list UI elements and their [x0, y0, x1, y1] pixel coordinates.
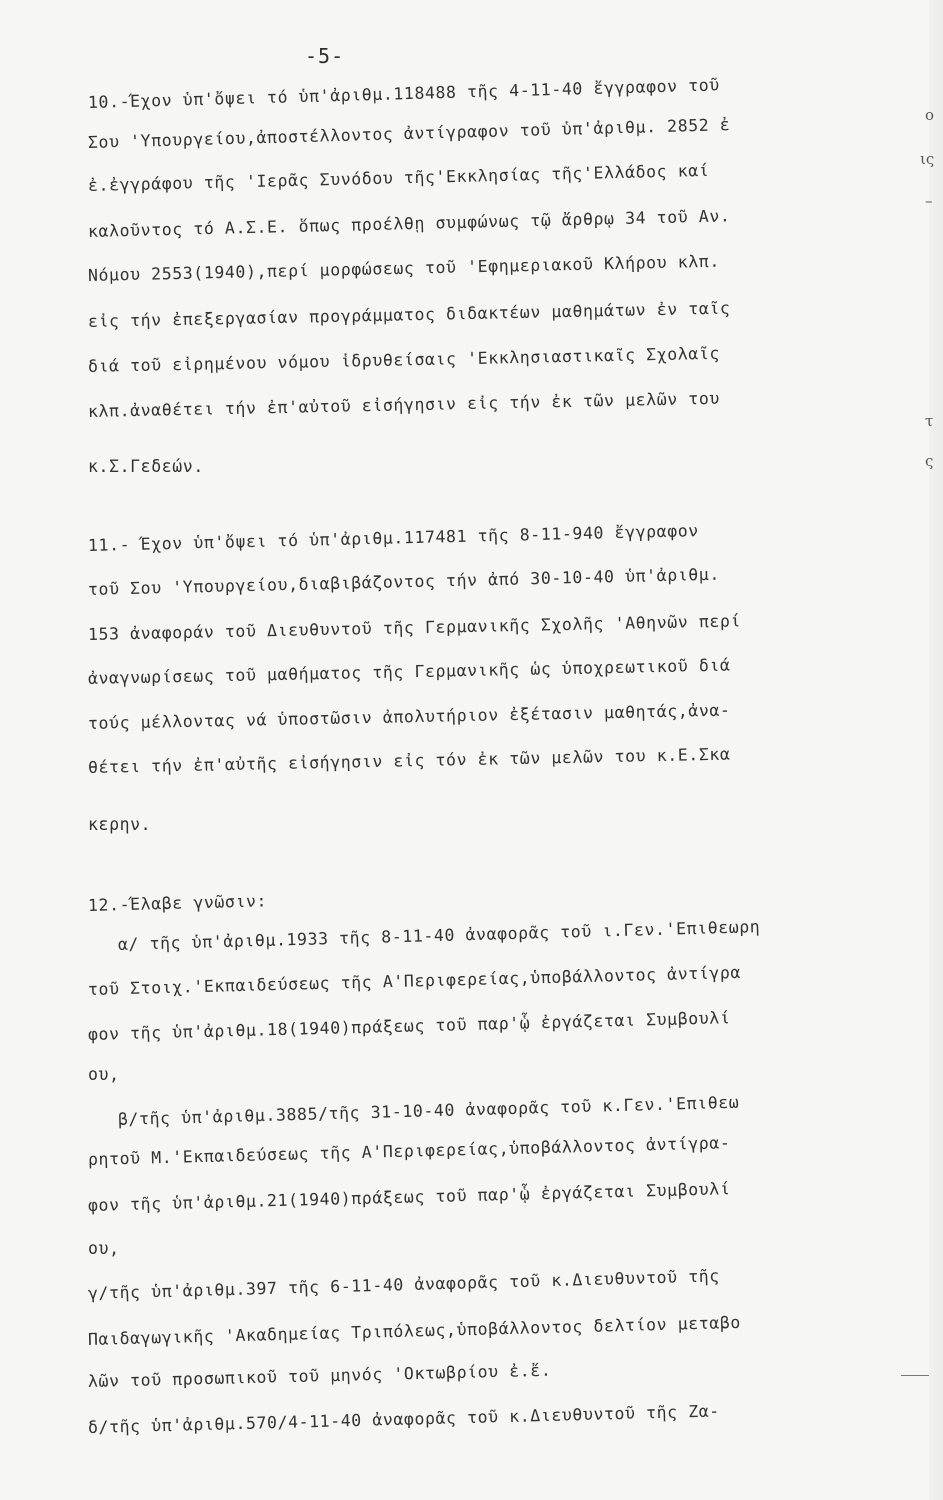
- paragraph-11-line-6: θέτει τήν ἐπ'αὐτῆς εἰσήγησιν εἰς τόν ἐκ τῶν μελῶν του κ.Ε.Σκα: [87, 744, 731, 777]
- paragraph-12-item-c-line-3: λῶν τοῦ προσωπικοῦ τοῦ μηνός 'Οκτωβρίου ἐ.ἔ.: [87, 1360, 552, 1391]
- paragraph-10-line-1: 10.-Έχον ὑπ'ὄψει τό ὑπ'ἀριθμ.118488 τῆς 4-11-40 ἔγγραφον τοῦ: [87, 75, 721, 112]
- paragraph-12-item-b-line-2: ρητοῦ Μ.'Εκπαιδεύσεως τῆς Α'Περιφερείας,ὑποβάλλοντος ἀντίγρα-: [87, 1133, 731, 1169]
- paragraph-10-line-7: διά τοῦ εἰρημένου νόμου ἱδρυθείσαις 'Εκκλησιαστικαῖς Σχολαῖς: [87, 343, 721, 376]
- paragraph-11-line-5: τούς μέλλοντας νά ὑποστῶσιν ἀπολυτήριον ἐξέτασιν μαθητάς,ἀνα-: [87, 700, 731, 733]
- margin-mark: ις: [920, 150, 935, 168]
- paragraph-12-item-c-line-1: γ/τῆς ὑπ'ἀριθμ.397 τῆς 6-11-40 ἀναφορᾶς τοῦ κ.Διευθυντοῦ τῆς: [87, 1266, 721, 1303]
- paragraph-12-item-b-line-3: φον τῆς ὑπ'ἀριθμ.21(1940)πράξεως τοῦ παρ'ᾧ ἐργάζεται Συμβουλί: [87, 1179, 731, 1215]
- paragraph-11-line-2: τοῦ Σου 'Υπουργείου,διαβιβάζοντος τήν ἀπό 30-10-40 ὑπ'ἀριθμ.: [87, 564, 721, 599]
- paragraph-10-line-3: ἐ.ἐγγράφου τῆς 'Ιερᾶς Συνόδου τῆς'Εκκλησίας τῆς'Ελλάδος καί: [87, 160, 710, 195]
- paragraph-12-item-a-line-1: α/ τῆς ὑπ'ἀριθμ.1933 τῆς 8-11-40 ἀναφορᾶς τοῦ ι.Γεν.'Επιθεωρη: [117, 917, 761, 954]
- margin-mark: τ: [925, 412, 934, 430]
- margin-mark: ς: [925, 452, 934, 470]
- paragraph-10-line-2: Σου 'Υπουργείου,ἀποστέλλοντος ἀντίγραφον τοῦ ὑπ'ἀριθμ. 2852 ἐ: [87, 115, 731, 152]
- paragraph-11-line-1: 11.- Έχον ὑπ'ὄψει τό ὑπ'ἀριθμ.117481 τῆς 8-11-940 ἔγγραφον: [87, 521, 700, 555]
- paragraph-12-item-c-line-2: Παιδαγωγικῆς 'Ακαδημείας Τριπόλεως,ὑποβάλλοντος δελτίον μεταβο: [87, 1312, 742, 1349]
- paragraph-11-line-4: ἀναγνωρίσεως τοῦ μαθήματος τῆς Γερμανικῆς ὡς ὑποχρεωτικοῦ διά: [87, 655, 731, 688]
- paragraph-12-item-a-line-3: φον τῆς ὑπ'ἀριθμ.18(1940)πράξεως τοῦ παρ'ᾧ ἐργάζεται Συμβουλί: [87, 1008, 731, 1044]
- paragraph-10-line-4: καλοῦντος τό Α.Σ.Ε. ὅπως προέλθῃ συμφώνως τῷ ἄρθρῳ 34 τοῦ Αν.: [87, 206, 731, 241]
- paragraph-11-line-7: κερην.: [88, 815, 152, 834]
- paragraph-10-line-5: Νόμου 2553(1940),περί μορφώσεως τοῦ 'Εφημεριακοῦ Κλήρου κλπ.: [87, 251, 721, 285]
- paragraph-10-line-9: κ.Σ.Γεδεών.: [88, 457, 204, 476]
- paragraph-12-item-a-line-2: τοῦ Στοιχ.'Εκπαιδεύσεως τῆς Α'Περιφερείας,ὑποβάλλοντος ἀντίγρα: [87, 962, 742, 999]
- page-number: -5-: [305, 44, 345, 68]
- paragraph-12-item-d-line-1: δ/τῆς ὑπ'ἀριθμ.570/4-11-40 ἀναφορᾶς τοῦ κ.Διευθυντοῦ τῆς Ζα-: [87, 1401, 721, 1437]
- paragraph-12-item-a-line-4: ου,: [88, 1065, 120, 1084]
- paragraph-10-line-6: εἰς τήν ἐπεξεργασίαν προγράμματος διδακτέων μαθημάτων ἐν ταῖς: [87, 298, 731, 331]
- paragraph-10-line-8: κλπ.ἀναθέτει τήν ἐπ'αὐτοῦ εἰσήγησιν εἰς τήν ἐκ τῶν μελῶν του: [87, 388, 721, 421]
- page-edge: [929, 0, 943, 1500]
- margin-mark: –: [925, 192, 933, 210]
- paragraph-11-line-3: 153 ἀναφοράν τοῦ Διευθυντοῦ τῆς Γερμανικῆς Σχολῆς 'Αθηνῶν περί: [87, 611, 742, 644]
- paragraph-12-item-b-line-1: β/τῆς ὑπ'ἀριθμ.3885/τῆς 31-10-40 ἀναφορᾶς τοῦ κ.Γεν.'Επιθεω: [117, 1092, 740, 1129]
- paragraph-12-heading: 12.-Έλαβε γνῶσιν:: [87, 891, 268, 915]
- edge-rule: [901, 1375, 929, 1376]
- paragraph-12-item-b-line-4: ου,: [88, 1239, 120, 1258]
- margin-mark: ο: [925, 106, 935, 124]
